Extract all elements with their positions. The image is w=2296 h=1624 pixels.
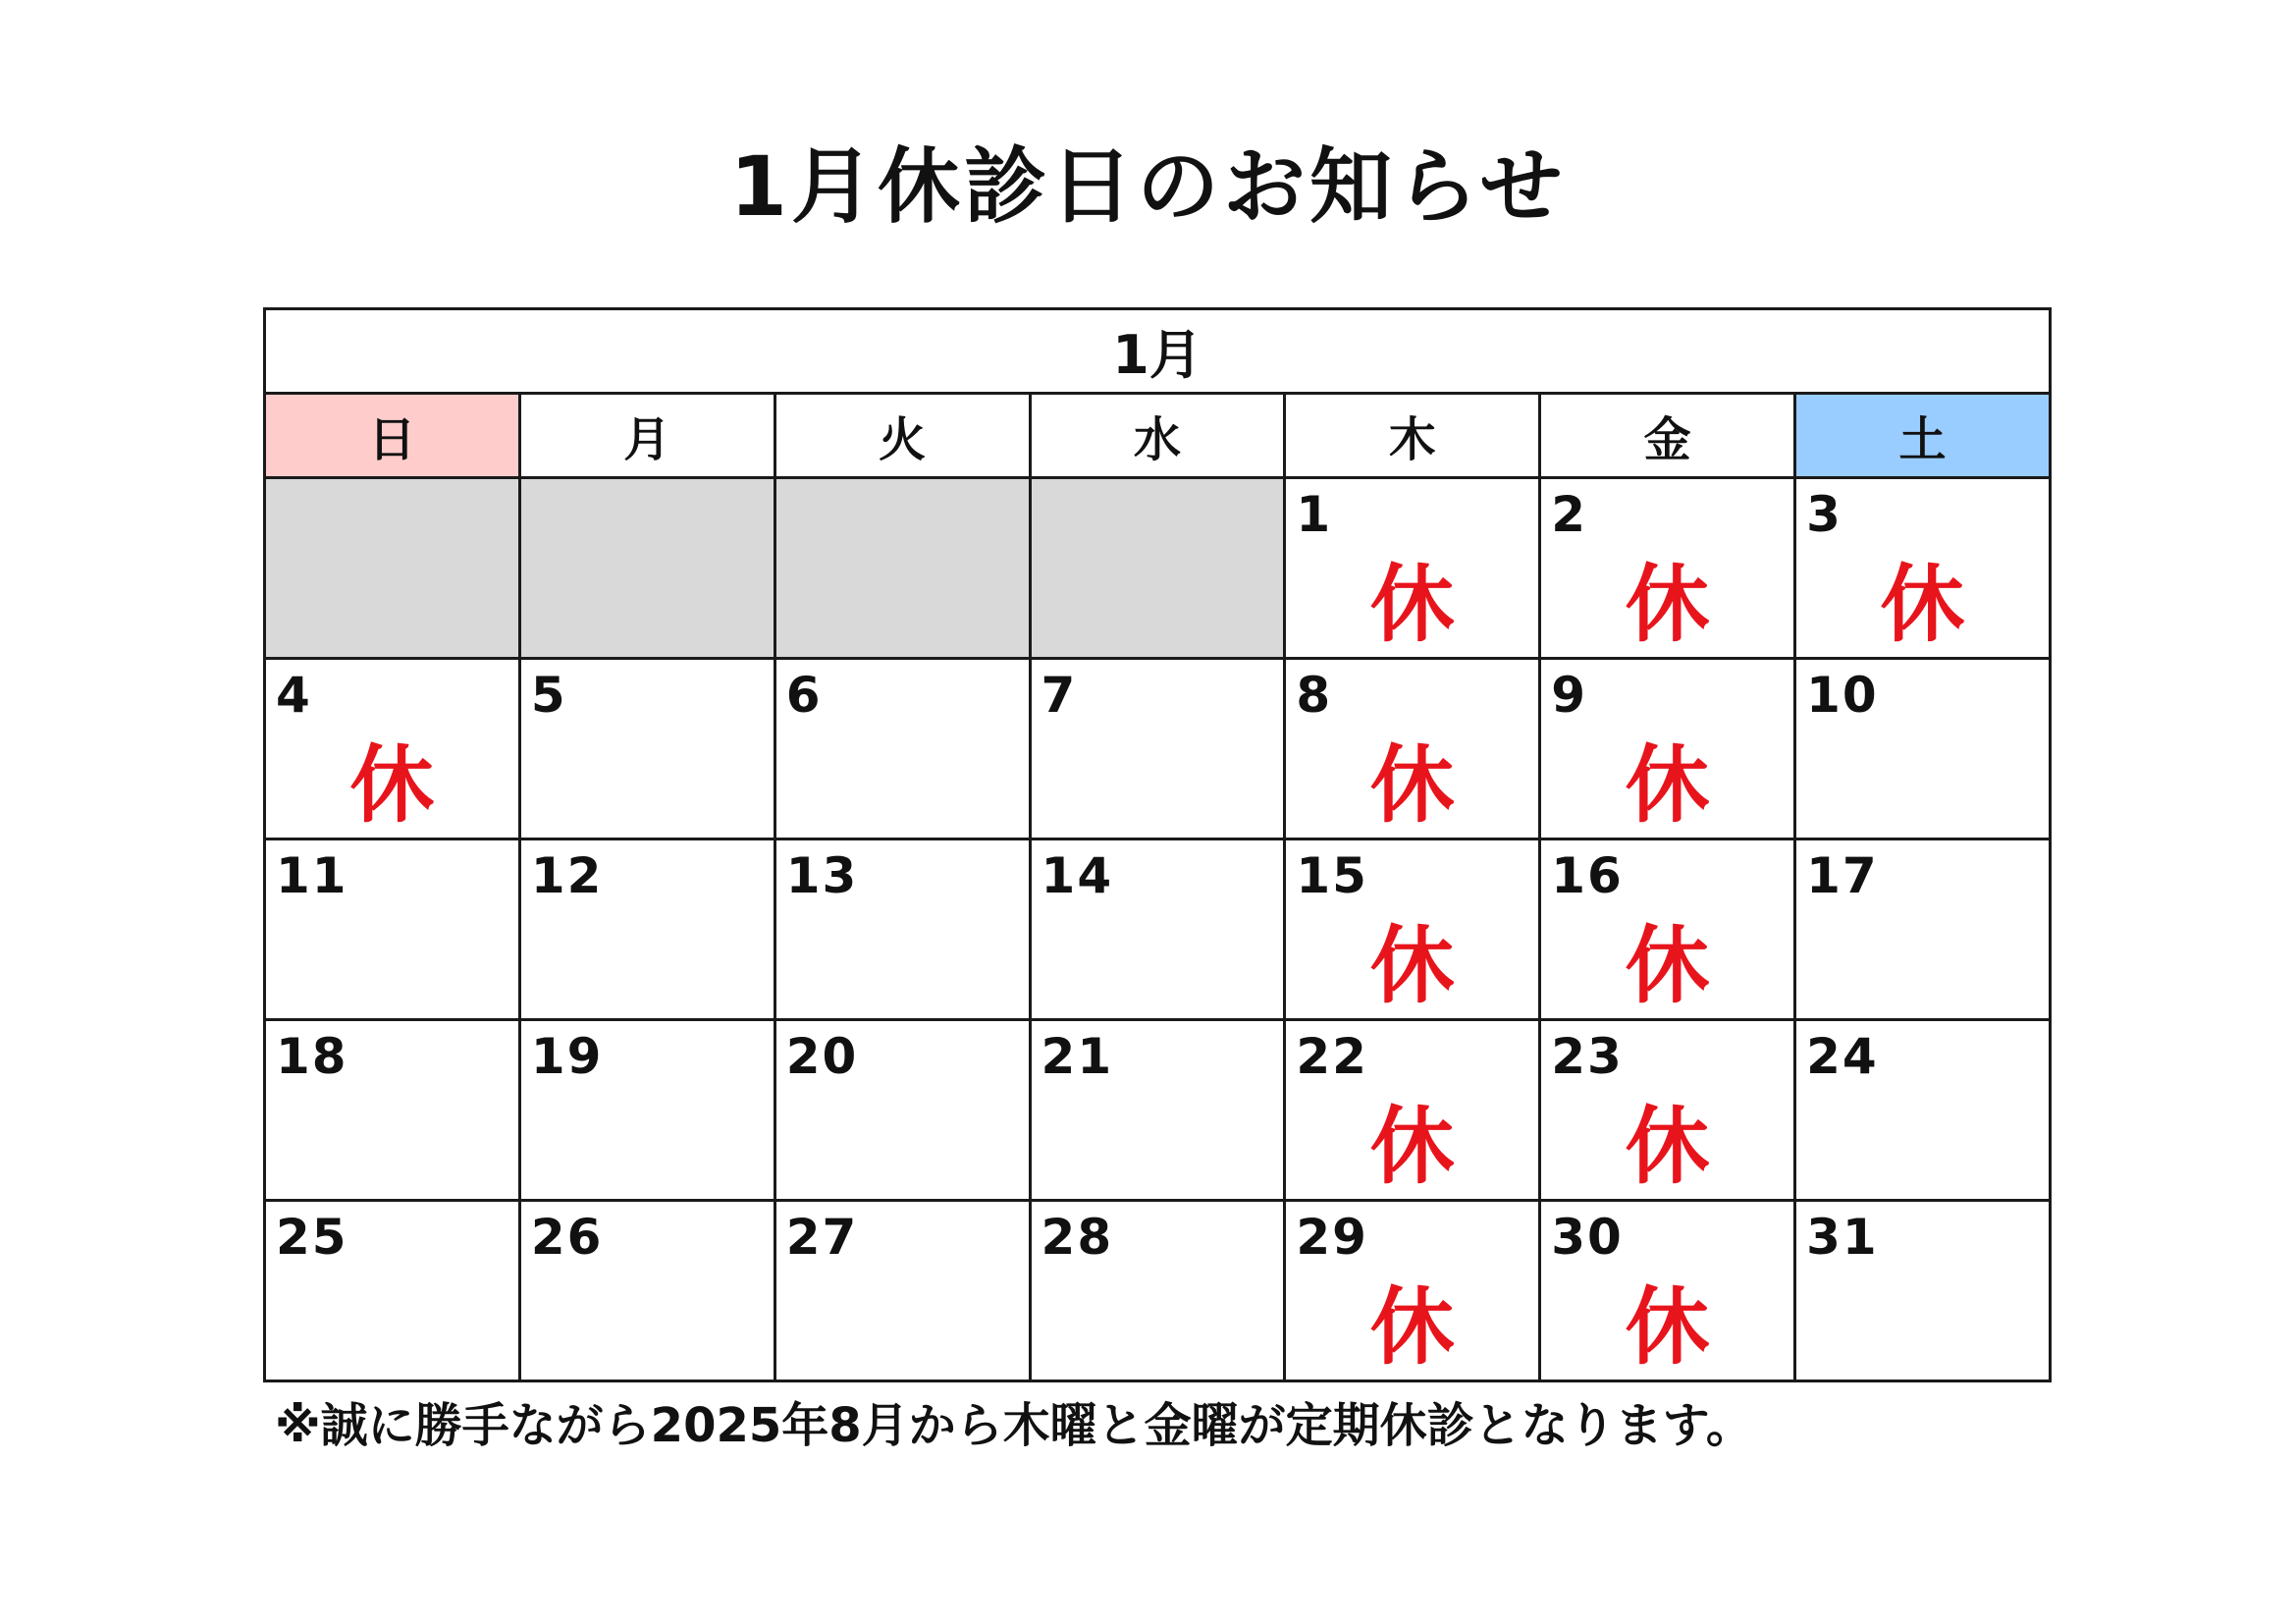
calendar-day-cell [265, 1020, 520, 1201]
closed-mark: 休 [1369, 736, 1455, 835]
calendar-empty-cell [519, 478, 774, 659]
day-number: 30 [1551, 1209, 1624, 1266]
day-number: 21 [1041, 1028, 1114, 1085]
calendar-day-cell [774, 839, 1030, 1020]
calendar-day-cell [1540, 1020, 1795, 1201]
day-number: 18 [276, 1028, 348, 1085]
schedule-note: ※誠に勝手ながら2025年8月から木曜と金曜が定期休診となります。 [275, 1398, 1753, 1453]
day-number: 25 [276, 1209, 348, 1266]
closed-mark: 休 [349, 736, 435, 835]
calendar-day-cell [1540, 839, 1795, 1020]
calendar-day-cell [1795, 1201, 2051, 1381]
calendar-day-cell [265, 839, 520, 1020]
calendar-day-cell [265, 659, 520, 839]
calendar-table [263, 307, 2052, 1382]
day-number: 11 [276, 847, 348, 904]
day-number: 9 [1551, 667, 1588, 724]
calendar-week-row [265, 659, 2051, 839]
closed-mark: 休 [1625, 1098, 1710, 1196]
calendar-day-cell [1540, 1201, 1795, 1381]
calendar-day-cell [1285, 839, 1540, 1020]
day-number: 28 [1041, 1209, 1114, 1266]
day-number: 27 [785, 1209, 859, 1266]
calendar-day-cell [1030, 659, 1285, 839]
day-number: 19 [530, 1028, 604, 1085]
day-number: 26 [530, 1209, 604, 1266]
day-number: 4 [276, 667, 312, 724]
day-number: 15 [1296, 847, 1368, 904]
closed-mark: 休 [1880, 556, 1965, 654]
page-title: 1月休診日のお知らせ [729, 138, 1567, 235]
closed-mark: 休 [1369, 1278, 1455, 1377]
closed-mark: 休 [1625, 1278, 1710, 1377]
calendar-day-cell [1285, 1020, 1540, 1201]
day-number: 3 [1806, 486, 1842, 543]
day-number: 23 [1551, 1028, 1624, 1085]
calendar-day-cell [774, 659, 1030, 839]
calendar-month-label: 1月 [265, 309, 2051, 394]
day-number: 29 [1296, 1209, 1368, 1266]
day-number: 5 [530, 667, 567, 724]
calendar-day-cell [519, 839, 774, 1020]
day-number: 24 [1806, 1028, 1879, 1085]
calendar-day-cell [1540, 659, 1795, 839]
closed-mark: 休 [1369, 556, 1455, 654]
calendar-day-cell [1795, 478, 2051, 659]
day-number: 22 [1296, 1028, 1368, 1085]
calendar-day-cell [519, 659, 774, 839]
calendar-day-cell [265, 1201, 520, 1381]
day-number: 17 [1806, 847, 1879, 904]
calendar-empty-cell [265, 478, 520, 659]
weekday-header-sun: 日 [265, 394, 520, 478]
calendar-day-cell [774, 1020, 1030, 1201]
weekday-header-thu: 木 [1285, 394, 1540, 478]
calendar-week-row [265, 478, 2051, 659]
day-number: 2 [1551, 486, 1588, 543]
calendar-body [265, 478, 2051, 1381]
closed-mark: 休 [1625, 556, 1710, 654]
calendar-day-cell [1795, 839, 2051, 1020]
weekday-header-mon: 月 [519, 394, 774, 478]
calendar-day-cell [1795, 1020, 2051, 1201]
calendar-day-cell [1030, 1201, 1285, 1381]
calendar-day-cell [1030, 1020, 1285, 1201]
closed-mark: 休 [1625, 736, 1710, 835]
calendar-day-cell [519, 1020, 774, 1201]
day-number: 12 [530, 847, 604, 904]
calendar-empty-cell [1030, 478, 1285, 659]
calendar-day-cell [1540, 478, 1795, 659]
calendar-month-row [265, 309, 2051, 394]
calendar-day-cell [519, 1201, 774, 1381]
weekday-header-wed: 水 [1030, 394, 1285, 478]
calendar-empty-cell [774, 478, 1030, 659]
day-number: 10 [1806, 667, 1879, 724]
closed-mark: 休 [1369, 1098, 1455, 1196]
day-number: 14 [1041, 847, 1114, 904]
calendar-day-cell [1795, 659, 2051, 839]
closed-mark: 休 [1625, 917, 1710, 1015]
day-number: 20 [785, 1028, 859, 1085]
weekday-header-fri: 金 [1540, 394, 1795, 478]
day-number: 16 [1551, 847, 1624, 904]
day-number: 8 [1296, 667, 1333, 724]
closed-mark: 休 [1369, 917, 1455, 1015]
calendar-week-row [265, 1201, 2051, 1381]
day-number: 13 [785, 847, 859, 904]
calendar-week-row [265, 1020, 2051, 1201]
day-number: 6 [785, 667, 823, 724]
weekday-header-tue: 火 [774, 394, 1030, 478]
day-number: 31 [1806, 1209, 1879, 1266]
weekday-header-sat: 土 [1795, 394, 2051, 478]
day-number: 7 [1041, 667, 1078, 724]
calendar-day-cell [1030, 839, 1285, 1020]
calendar-day-cell [1285, 1201, 1540, 1381]
weekday-header-row [265, 394, 2051, 478]
calendar-day-cell [774, 1201, 1030, 1381]
calendar-day-cell [1285, 478, 1540, 659]
day-number: 1 [1296, 486, 1333, 543]
calendar-week-row [265, 839, 2051, 1020]
calendar-day-cell [1285, 659, 1540, 839]
